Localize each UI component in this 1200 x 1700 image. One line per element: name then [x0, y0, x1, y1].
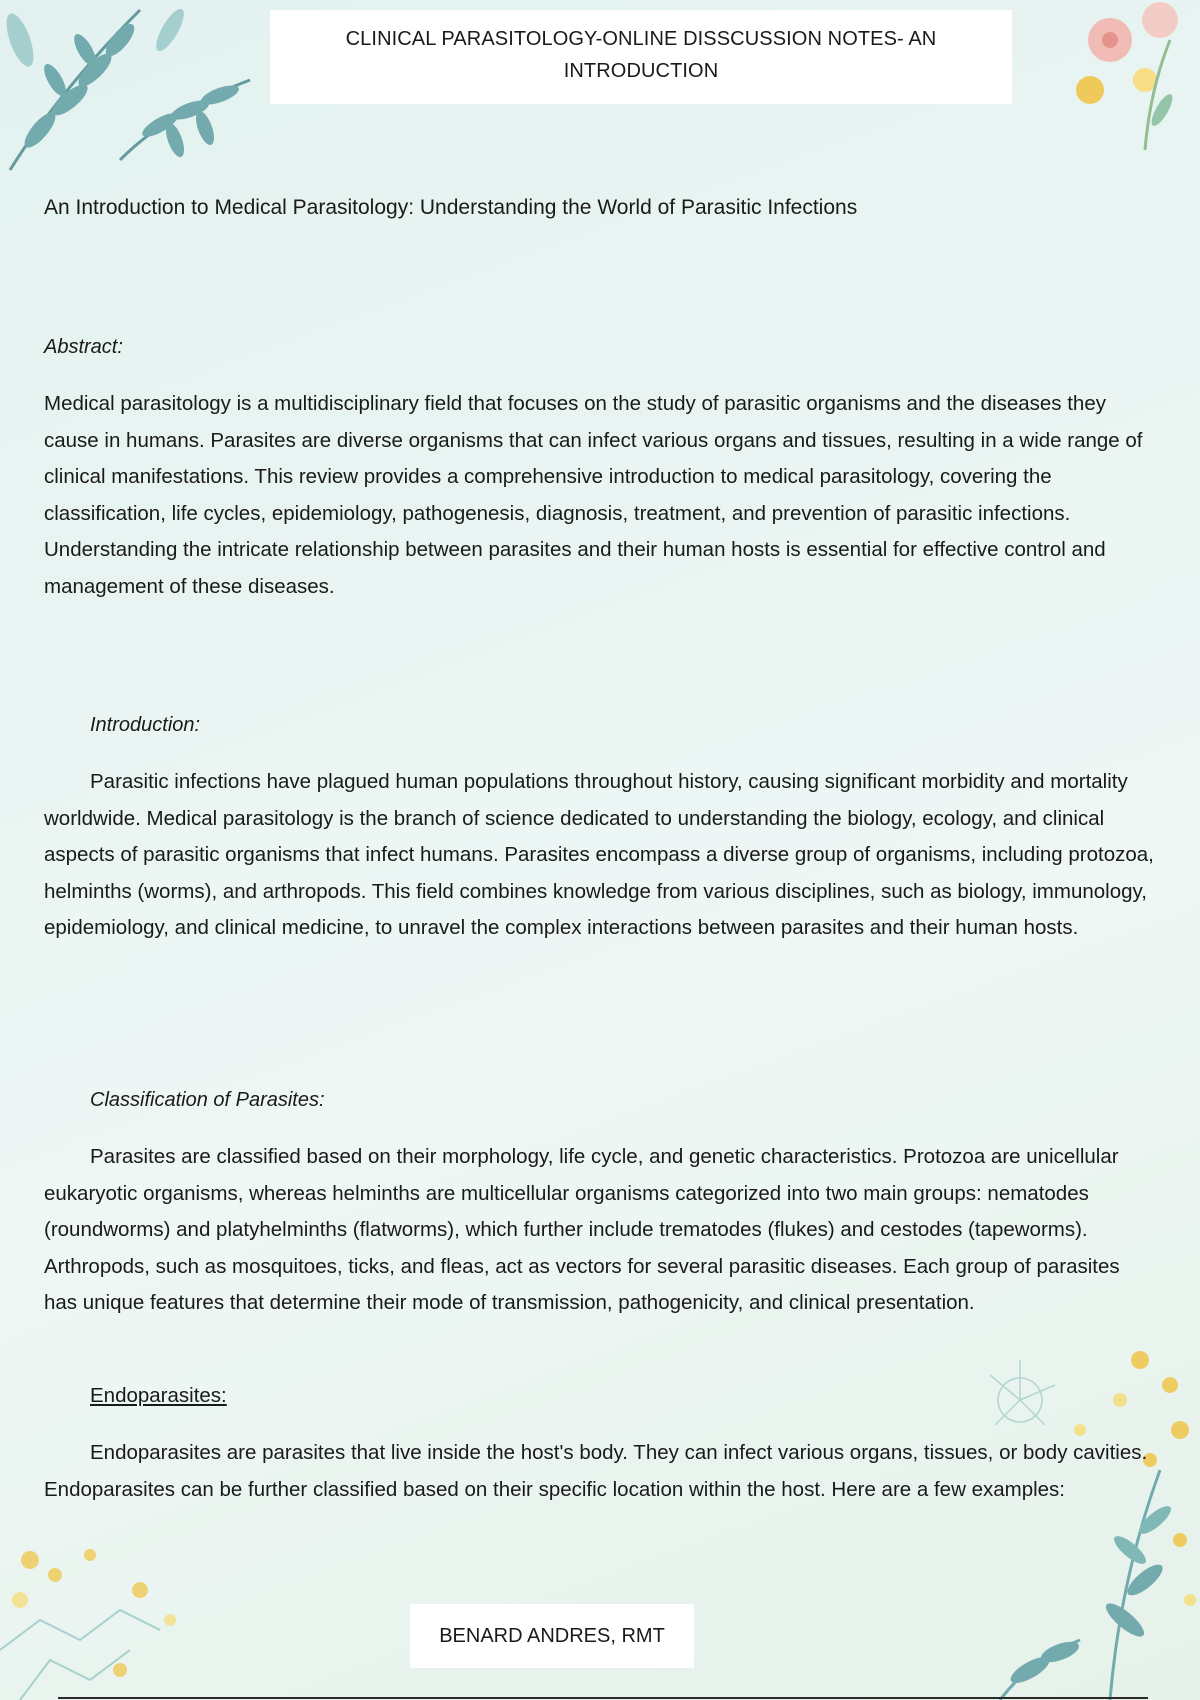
leaf-decoration-top-left	[0, 0, 270, 180]
header-title-line-1: CLINICAL PARASITOLOGY-ONLINE DISSCUSSION NOTES- AN	[345, 28, 937, 50]
endoparasites-heading: Endoparasites:	[90, 1384, 227, 1407]
introduction-heading: Introduction:	[90, 714, 201, 736]
classification-heading: Classification of Parasites:	[90, 1089, 325, 1111]
header-title-line-2: INTRODUCTION	[563, 60, 719, 82]
flower-decoration-top-right	[1050, 0, 1200, 150]
abstract-paragraph: Medical parasitology is a multidisciplinary field that focuses on the study of parasitic organisms and the diseases they cause in humans. Parasites are diverse organisms that can infect various organs and tissues, resulting in a wide range of clinical manifestations. This review provides a comprehensive introduction to medical parasitology, covering the classification, life cycles, epidemiology, pathogenesis, diagnosis, treatment, and prevention of parasitic infections. Understanding the intricate relationship between parasites and their human hosts is essential for effective control and management of these diseases.	[44, 392, 1143, 598]
floral-decoration-bottom-right	[960, 1340, 1200, 1700]
bottom-divider	[58, 1697, 1148, 1699]
author-footer: BENARD ANDRES, RMT	[410, 1604, 694, 1668]
introduction-paragraph: Parasitic infections have plagued human populations throughout history, causing significant morbidity and mortality worldwide. Medical parasitology is the branch of science dedicated to understanding the biology, ecology, and clinical aspects of parasitic organisms that infect humans. Parasites encompass a diverse group of organisms, including protozoa, helminths (worms), and arthropods. This field combines knowledge from various disciplines, such as biology, immunology, epidemiology, and clinical medicine, to unravel the complex interactions between parasites and their human hosts.	[44, 770, 1154, 939]
abstract-heading: Abstract:	[44, 336, 123, 358]
classification-paragraph: Parasites are classified based on their morphology, life cycle, and genetic characteristics. Protozoa are unicellular eukaryotic organisms, whereas helminths are multicellular organisms categorized into two main groups: nematodes (roundworms) and platyhelminths (flatworms), which further include trematodes (flukes) and cestodes (tapeworms). Arthropods, such as mosquitoes, ticks, and fleas, act as vectors for several parasitic diseases. Each group of parasites has unique features that determine their mode of transmission, pathogenicity, and clinical presentation.	[44, 1145, 1120, 1314]
flower-decoration-bottom-left	[0, 1530, 230, 1700]
header-title-box	[270, 10, 1012, 104]
document-title: An Introduction to Medical Parasitology: Understanding the World of Parasitic Infections	[44, 196, 858, 219]
endoparasites-paragraph: Endoparasites are parasites that live inside the host's body. They can infect various organs, tissues, or body cavities. Endoparasites can be further classified based on their specific location within the host. Here are a few examples:	[44, 1441, 1148, 1501]
